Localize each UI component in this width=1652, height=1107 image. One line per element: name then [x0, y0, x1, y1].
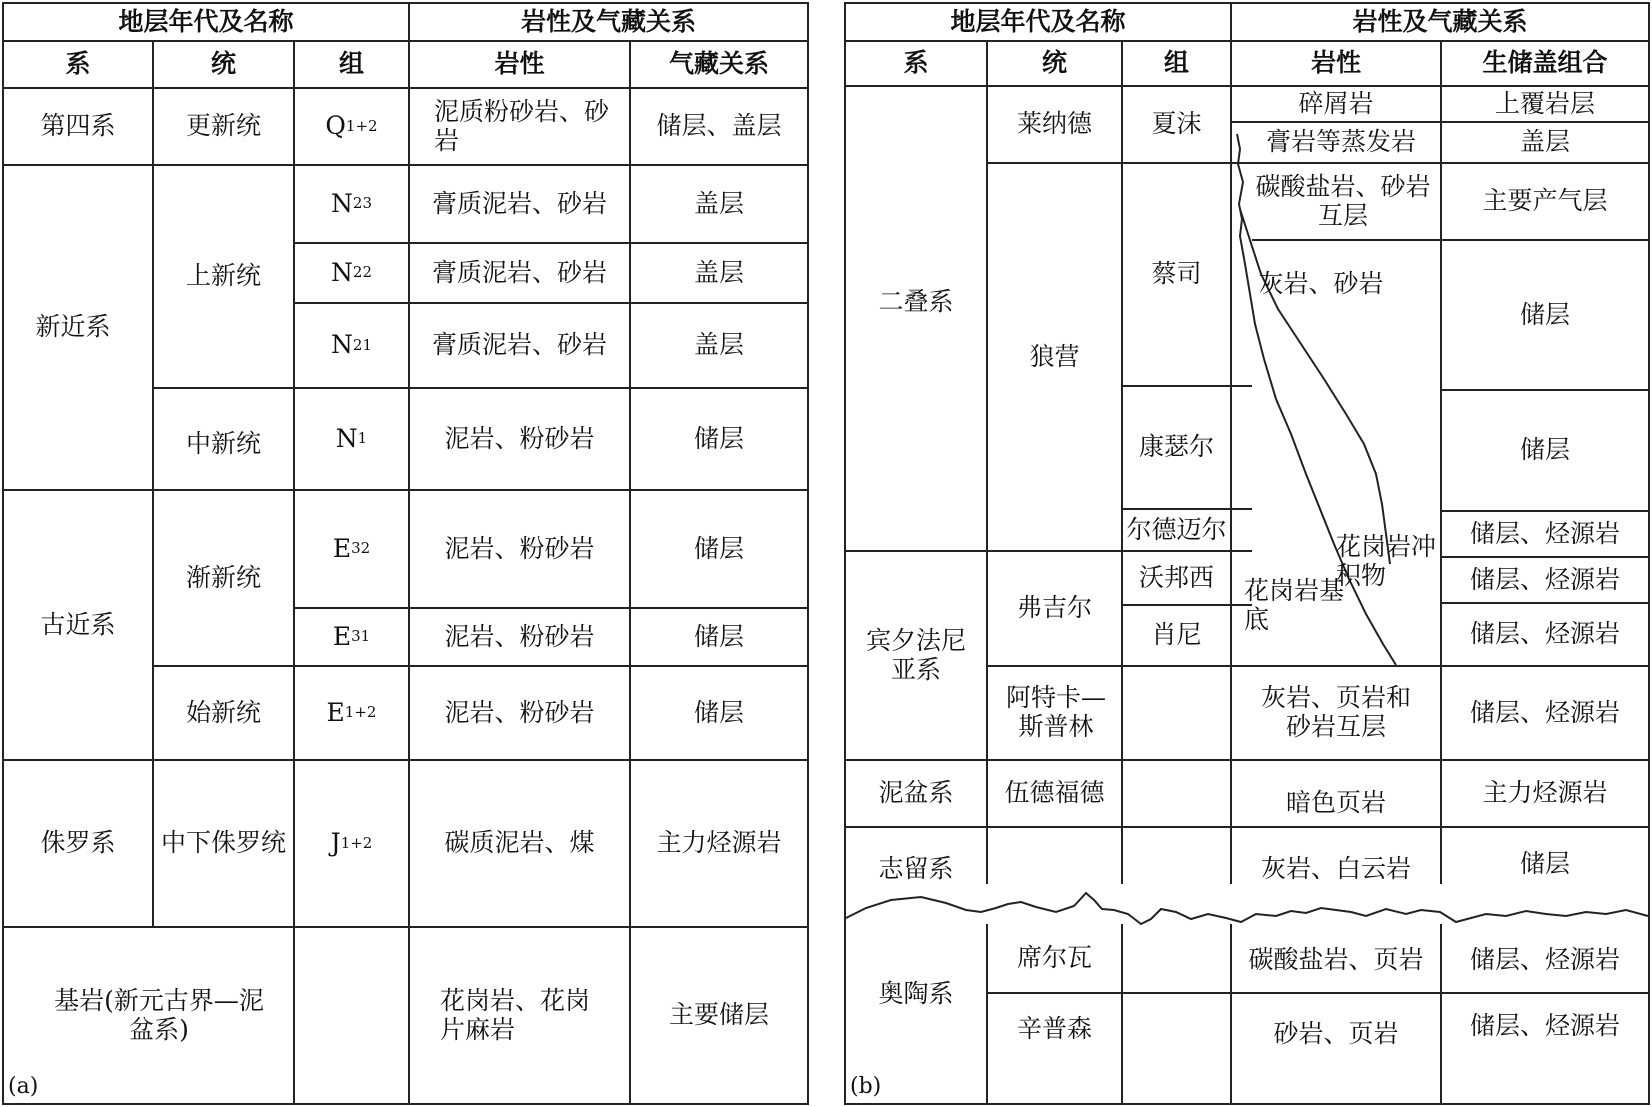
lithology-cell: 花岗岩、花岗片麻岩 [440, 985, 591, 1044]
lithology-cell: 膏质泥岩、砂岩 [431, 188, 607, 218]
series-atoka-spring: 阿特卡—斯普林 [1006, 683, 1107, 741]
lithology-limestone-shale: 灰岩、页岩和砂岩互层 [1260, 683, 1411, 741]
relation-cell: 盖层 [693, 188, 744, 218]
assemblage-cell: 储层、烃源岩 [1469, 619, 1620, 649]
lithology-cell: 泥岩、粉砂岩 [444, 621, 595, 651]
relation-cell: 储层、盖层 [656, 111, 782, 141]
col-lithology: 岩性 [1310, 48, 1361, 78]
series-oligocene: 渐新统 [185, 562, 261, 592]
formation-e1-2: E 1+2 [326, 697, 377, 727]
relation-cell: 储层 [693, 533, 744, 563]
lithology-limestone-dolomite: 灰岩、白云岩 [1260, 853, 1411, 883]
formation-shawnee: 肖尼 [1151, 620, 1202, 650]
series-sylvan: 席尔瓦 [1016, 942, 1092, 972]
formation-council-grove: 康瑟尔 [1138, 432, 1214, 462]
col-relation: 气藏关系 [668, 49, 769, 79]
formation-chase: 蔡司 [1151, 259, 1202, 289]
system-ordovician: 奥陶系 [878, 978, 954, 1008]
header-lithology-group: 岩性及气藏关系 [1352, 6, 1528, 36]
lithology-carbonate-shale: 碳酸盐岩、页岩 [1248, 945, 1424, 975]
lithology-sandstone-shale: 砂岩、页岩 [1273, 1018, 1399, 1048]
system-neogene: 新近系 [35, 312, 111, 342]
assemblage-cell: 主要产气层 [1482, 186, 1608, 216]
lithology-clastic: 碎屑岩 [1298, 88, 1374, 118]
series-miocene: 中新统 [185, 428, 261, 458]
assemblage-cell: 盖层 [1519, 127, 1570, 157]
system-paleogene: 古近系 [40, 609, 116, 639]
header-strata: 地层年代及名称 [950, 6, 1126, 36]
series-pleistocene: 更新统 [185, 111, 261, 141]
formation-n2-1: N 2 1 [331, 330, 372, 360]
system-pennsylvanian: 宾夕法尼亚系 [866, 625, 967, 684]
col-series: 统 [210, 49, 236, 79]
relation-cell: 储层 [693, 423, 744, 453]
col-assemblage: 生储盖组合 [1482, 48, 1608, 78]
formation-wabaunsee: 沃邦西 [1138, 562, 1214, 592]
formation-admire: 尔德迈尔 [1126, 514, 1227, 544]
series-virgil: 弗吉尔 [1016, 593, 1092, 623]
col-formation: 组 [1163, 48, 1189, 78]
col-formation: 组 [338, 49, 364, 79]
relation-cell: 盖层 [693, 257, 744, 287]
formation-e3-1: E 3 1 [332, 621, 371, 651]
lithology-cell: 碳质泥岩、煤 [444, 828, 595, 858]
assemblage-cell: 储层、烃源岩 [1469, 518, 1620, 548]
panel-label-b: (b) [850, 1074, 882, 1099]
series-pliocene: 上新统 [185, 261, 261, 291]
lithology-granite-wash: 花岗岩冲积物 [1336, 532, 1437, 590]
formation-n2-2: N 2 2 [331, 257, 372, 287]
relation-cell: 盖层 [693, 330, 744, 360]
series-simpson: 辛普森 [1016, 1013, 1092, 1043]
assemblage-cell: 上覆岩层 [1494, 88, 1595, 118]
formation-n2-3: N 2 3 [331, 188, 372, 218]
lithology-cell: 泥岩、粉砂岩 [444, 697, 595, 727]
divider [846, 826, 1648, 828]
series-mid-lower-jurassic: 中下侏罗统 [160, 828, 286, 858]
lithology-granite-base: 花岗岩基底 [1244, 576, 1345, 634]
series-woodford: 伍德福德 [1004, 778, 1105, 808]
formation-n1: N 1 [335, 423, 368, 453]
series-leonard: 莱纳德 [1016, 109, 1092, 139]
system-quaternary: 第四系 [40, 111, 116, 141]
system-permian: 二叠系 [878, 286, 954, 316]
unconformity-line [846, 893, 1648, 924]
assemblage-cell: 储层、烃源岩 [1469, 945, 1620, 975]
assemblage-cell: 储层、烃源岩 [1469, 1011, 1620, 1041]
formation-summer: 夏沫 [1151, 109, 1202, 139]
stratigraphy-table-b [844, 2, 1650, 1105]
lithology-cell: 泥岩、粉砂岩 [444, 533, 595, 563]
relation-cell: 储层 [693, 697, 744, 727]
series-eocene: 始新统 [185, 697, 261, 727]
assemblage-cell: 储层、烃源岩 [1469, 564, 1620, 594]
system-silurian: 志留系 [878, 853, 954, 883]
col-series: 统 [1041, 48, 1067, 78]
assemblage-cell: 储层 [1519, 435, 1570, 465]
relation-cell: 主力烃源岩 [656, 828, 782, 858]
lithology-carbonate-sandstone: 碳酸盐岩、砂岩互层 [1255, 171, 1431, 230]
series-wolfcamp: 狼营 [1029, 341, 1080, 371]
relation-cell: 主要储层 [668, 1000, 769, 1030]
col-system: 系 [65, 49, 91, 79]
lithology-limestone-sandstone: 灰岩、砂岩 [1258, 268, 1384, 298]
stratigraphy-table-a [2, 2, 809, 1105]
assemblage-cell: 储层 [1519, 848, 1570, 878]
panel-label-a: (a) [8, 1074, 39, 1099]
system-jurassic: 侏罗系 [40, 828, 116, 858]
lithology-cell: 泥岩、粉砂岩 [444, 423, 595, 453]
assemblage-cell: 储层 [1519, 299, 1570, 329]
lithology-evaporite: 膏岩等蒸发岩 [1265, 127, 1416, 157]
system-basement: 基岩(新元古界—泥盆系) [54, 985, 264, 1044]
formation-e3-2: E 3 2 [332, 533, 371, 563]
lithology-cell: 泥质粉砂岩、砂岩 [434, 96, 610, 155]
assemblage-cell: 储层、烃源岩 [1469, 697, 1620, 727]
relation-cell: 储层 [693, 621, 744, 651]
lithology-dark-shale: 暗色页岩 [1285, 788, 1386, 818]
header-strata: 地层年代及名称 [118, 6, 294, 36]
formation-q: Q 1+2 [325, 111, 378, 141]
col-system: 系 [903, 48, 929, 78]
assemblage-cell: 主力烃源岩 [1482, 778, 1608, 808]
header-lithology-group: 岩性及气藏关系 [520, 6, 696, 36]
col-lithology: 岩性 [494, 49, 545, 79]
lithology-cell: 膏质泥岩、砂岩 [431, 257, 607, 287]
formation-j1-2: J 1+2 [330, 828, 373, 858]
system-devonian: 泥盆系 [878, 778, 954, 808]
lithology-cell: 膏质泥岩、砂岩 [431, 330, 607, 360]
